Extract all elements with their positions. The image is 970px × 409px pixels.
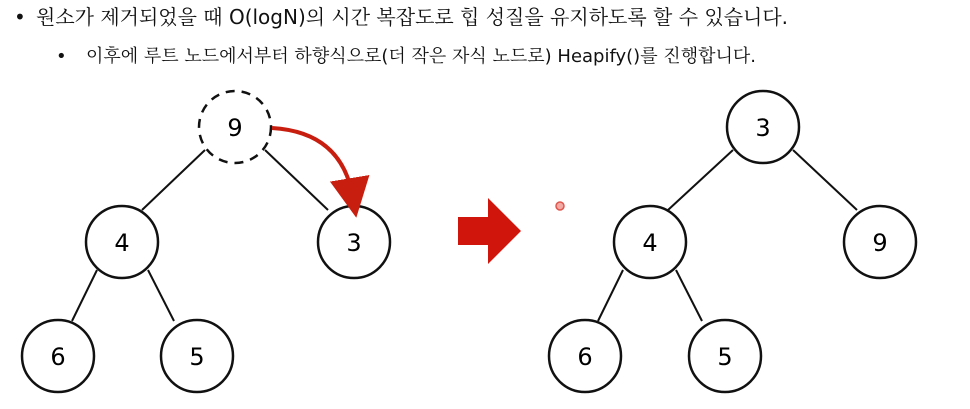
node-left-label: 4 <box>114 229 130 257</box>
edge-left-rightchild <box>676 270 702 321</box>
node-right-label: 3 <box>346 229 362 257</box>
node-right-label: 9 <box>872 229 888 257</box>
edge-left-leftchild <box>72 270 97 321</box>
bullet-text-2: 이후에 루트 노드에서부터 하향식으로(더 작은 자식 노드로) Heapify()를 진행합니다. <box>86 46 756 67</box>
bullet-marker: • <box>14 5 26 29</box>
node-left-left-label: 6 <box>50 343 66 371</box>
edge-left-rightchild <box>148 270 174 321</box>
bullet-text-1: 원소가 제거되었을 때 O(logN)의 시간 복잡도로 힙 성질을 유지하도록 할 수 있습니다. <box>36 5 789 29</box>
edge-root-right <box>793 150 857 210</box>
before-tree <box>22 91 390 392</box>
edge-root-left <box>668 150 733 210</box>
bullet-marker: • <box>56 46 67 67</box>
node-left-label: 4 <box>642 229 658 257</box>
edge-root-left <box>142 150 205 210</box>
after-tree <box>549 91 916 392</box>
node-root-label: 3 <box>755 114 771 142</box>
node-left-left-label: 6 <box>577 343 593 371</box>
edge-left-leftchild <box>598 270 623 321</box>
cursor-dot-icon <box>556 202 564 210</box>
removed-root-label: 9 <box>227 114 243 142</box>
node-left-right-label: 5 <box>717 343 733 371</box>
edge-root-right <box>265 150 328 210</box>
swap-arrow <box>272 128 353 198</box>
transition-arrow-icon <box>458 198 521 264</box>
node-left-right-label: 5 <box>189 343 205 371</box>
